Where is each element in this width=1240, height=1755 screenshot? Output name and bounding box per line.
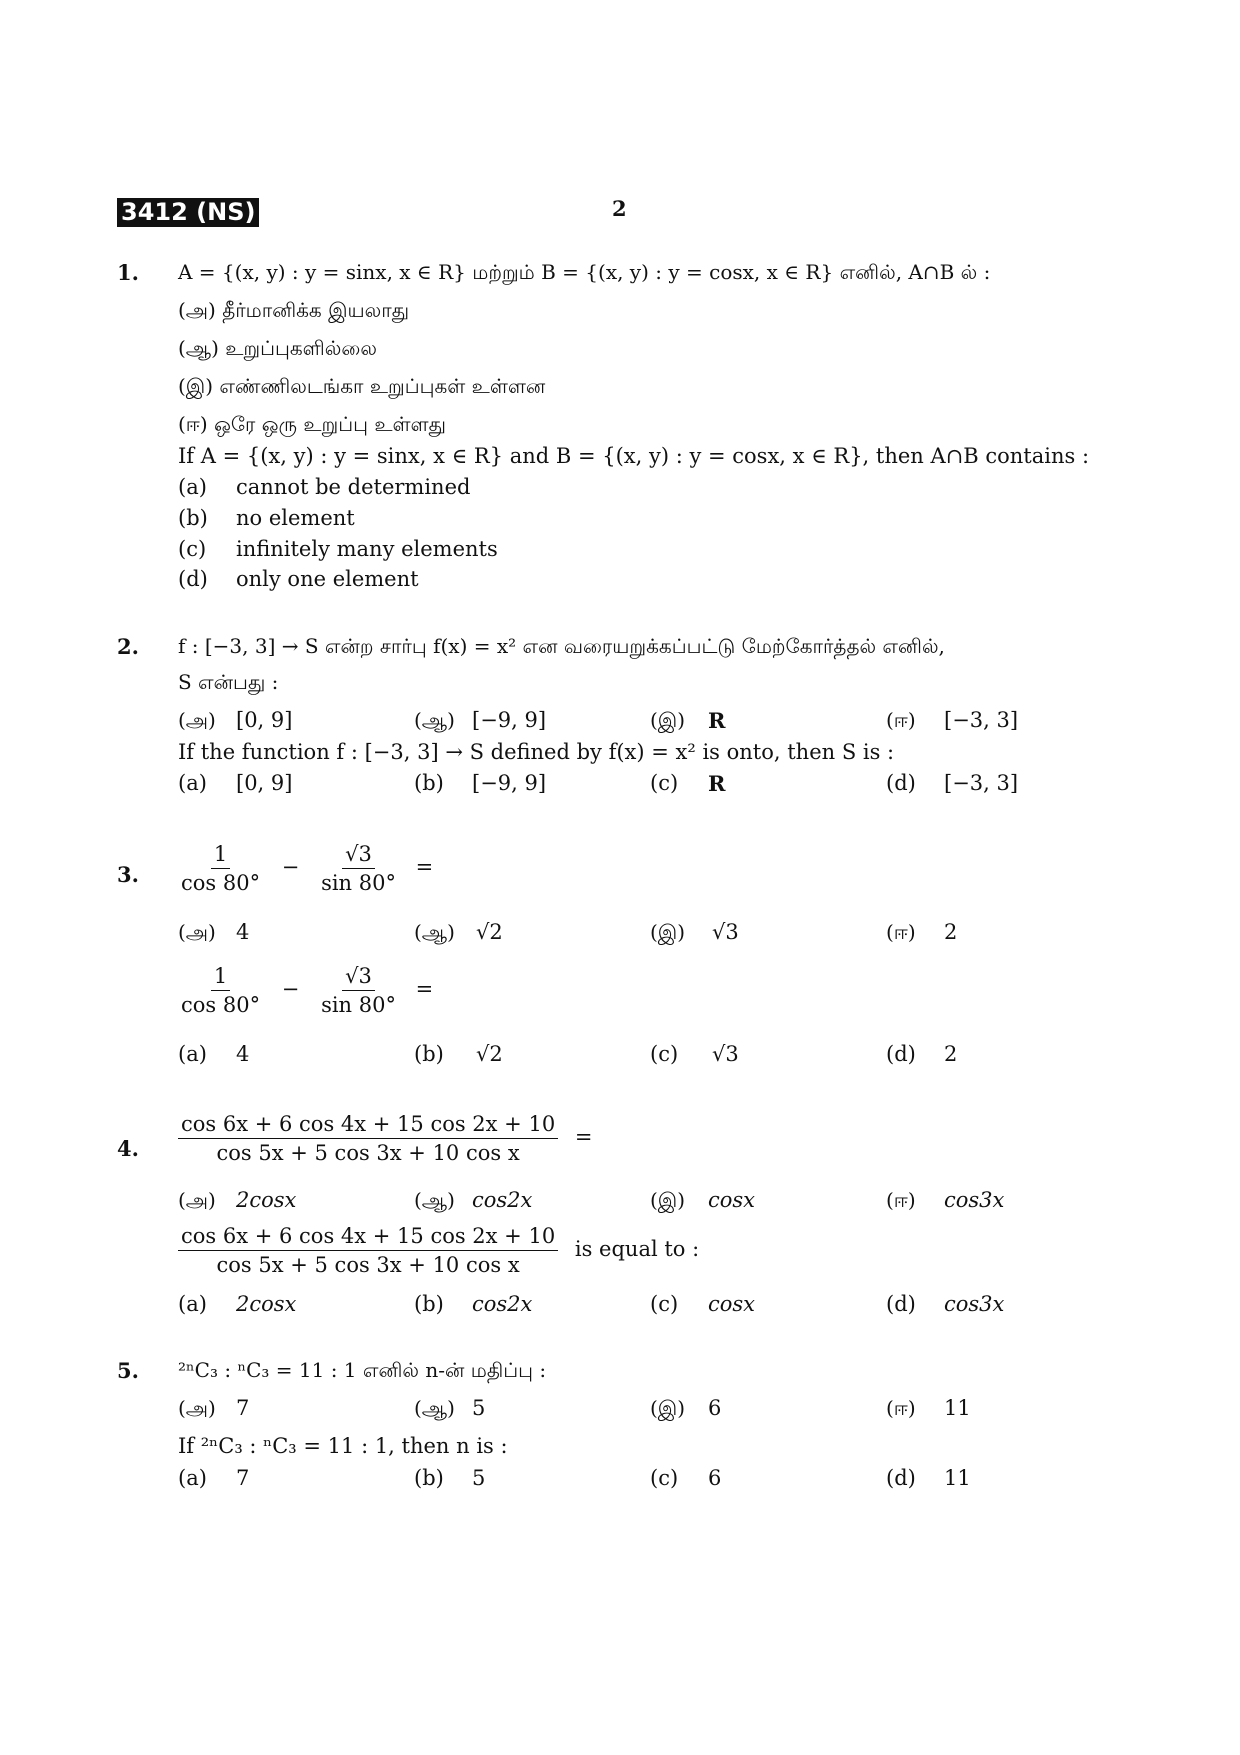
q3-tamil-option-b: √2 <box>476 920 503 944</box>
q1-tamil-option-d: (ஈ) ஒரே ஒரு உறுப்பு உள்ளது <box>178 412 446 436</box>
q5-tamil-option-a: 7 <box>236 1396 250 1420</box>
q4-label-a: (a) <box>178 1292 207 1316</box>
q4-equals: = <box>574 1125 593 1149</box>
q3-tamil-label-d: (ஈ) <box>886 920 916 944</box>
q3-option-a: 4 <box>236 1042 250 1066</box>
q4-label-d: (d) <box>886 1292 916 1316</box>
q1-option-d: only one element <box>236 567 419 591</box>
paper-code: 3412 (NS) <box>117 198 259 227</box>
q4-tamil-label-c: (இ) <box>650 1188 686 1212</box>
q3-minus: − <box>281 855 300 879</box>
q2-number: 2. <box>117 634 139 659</box>
q5-label-a: (a) <box>178 1466 207 1490</box>
q5-number: 5. <box>117 1358 139 1383</box>
q1-tamil-option-a: (அ) தீர்மானிக்க இயலாது <box>178 298 410 322</box>
q2-tamil-label-d: (ஈ) <box>886 708 916 732</box>
q3-label-d: (d) <box>886 1042 916 1066</box>
q2-tamil-option-a: [0, 9] <box>236 708 293 732</box>
q3-fraction-2 <box>318 842 399 895</box>
q2-tamil-label-b: (ஆ) <box>414 708 455 732</box>
q4-label-c: (c) <box>650 1292 679 1316</box>
q2-label-d: (d) <box>886 771 916 795</box>
q3-en-fraction-1 <box>178 964 263 1017</box>
q3-frac2-num: √3 <box>342 842 375 869</box>
q1-number: 1. <box>117 260 139 285</box>
q2-tamil-label-a: (அ) <box>178 708 216 732</box>
q4-en-numerator: cos 6x + 6 cos 4x + 15 cos 2x + 10 <box>178 1224 558 1251</box>
q3-tamil-label-b: (ஆ) <box>414 920 455 944</box>
q1-label-c: (c) <box>178 537 207 561</box>
q3-option-d: 2 <box>944 1042 958 1066</box>
q4-tamil-option-c: cosx <box>708 1188 756 1212</box>
q3-frac1-den: cos 80° <box>181 871 261 895</box>
q4-number: 4. <box>117 1136 139 1161</box>
q4-expression <box>178 1112 592 1165</box>
q2-option-a: [0, 9] <box>236 771 293 795</box>
q2-tamil-option-b: [−9, 9] <box>472 708 547 732</box>
q3-en-frac2-num: √3 <box>342 964 375 991</box>
q4-tamil-label-b: (ஆ) <box>414 1188 455 1212</box>
q4-tamil-option-a: 2cosx <box>236 1188 297 1212</box>
q5-tamil-label-d: (ஈ) <box>886 1396 916 1420</box>
q4-tamil-label-a: (அ) <box>178 1188 216 1212</box>
q5-option-b: 5 <box>472 1466 486 1490</box>
q1-tamil-option-b: (ஆ) உறுப்புகளில்லை <box>178 336 377 360</box>
q4-tamil-option-b: cos2x <box>472 1188 533 1212</box>
q4-fraction <box>178 1112 558 1165</box>
q4-is-equal-to: is equal to : <box>574 1237 700 1261</box>
q4-expression-english <box>178 1224 699 1277</box>
q3-expression <box>178 842 433 895</box>
q4-numerator: cos 6x + 6 cos 4x + 15 cos 2x + 10 <box>178 1112 558 1139</box>
q4-option-c: cosx <box>708 1292 756 1316</box>
q2-tamil-option-d: [−3, 3] <box>944 708 1019 732</box>
q1-option-b: no element <box>236 506 355 530</box>
q3-en-fraction-2 <box>318 964 399 1017</box>
q5-label-c: (c) <box>650 1466 679 1490</box>
q3-number: 3. <box>117 862 139 887</box>
q3-tamil-label-a: (அ) <box>178 920 216 944</box>
q4-en-fraction <box>178 1224 558 1277</box>
q1-label-b: (b) <box>178 506 208 530</box>
q2-label-c: (c) <box>650 771 679 795</box>
q1-option-a: cannot be determined <box>236 475 471 499</box>
q5-option-a: 7 <box>236 1466 250 1490</box>
q3-en-frac1-den: cos 80° <box>181 993 261 1017</box>
q2-label-b: (b) <box>414 771 444 795</box>
q3-en-equals: = <box>415 977 434 1001</box>
q4-tamil-label-d: (ஈ) <box>886 1188 916 1212</box>
q3-en-frac2-den: sin 80° <box>321 993 396 1017</box>
q5-tamil-option-d: 11 <box>944 1396 971 1420</box>
q3-en-frac1-num: 1 <box>211 964 230 991</box>
q3-option-b: √2 <box>476 1042 503 1066</box>
q1-english-stem: If A = {(x, y) : y = sinx, x ∈ R} and B = {(x, y) : y = cosx, x ∈ R}, then A∩B contains : <box>178 444 1090 468</box>
q1-label-d: (d) <box>178 567 208 591</box>
page-number: 2 <box>612 196 627 221</box>
q1-tamil-option-c: (இ) எண்ணிலடங்கா உறுப்புகள் உள்ளன <box>178 374 546 398</box>
q4-tamil-option-d: cos3x <box>944 1188 1005 1212</box>
q5-tamil-option-b: 5 <box>472 1396 486 1420</box>
q5-tamil-option-c: 6 <box>708 1396 722 1420</box>
q3-tamil-option-c: √3 <box>712 920 739 944</box>
q4-option-a: 2cosx <box>236 1292 297 1316</box>
q1-tamil-stem: A = {(x, y) : y = sinx, x ∈ R} மற்றும் B = {(x, y) : y = cosx, x ∈ R} எனில், A∩B ல் : <box>178 260 991 284</box>
q2-tamil-stem-line1: f : [−3, 3] → S என்ற சார்பு f(x) = x² என வரையறுக்கப்பட்டு மேற்கோர்த்தல் எனில், <box>178 634 945 658</box>
q5-label-b: (b) <box>414 1466 444 1490</box>
q3-label-b: (b) <box>414 1042 444 1066</box>
q4-option-d: cos3x <box>944 1292 1005 1316</box>
q3-frac1-num: 1 <box>211 842 230 869</box>
q4-en-denominator: cos 5x + 5 cos 3x + 10 cos x <box>216 1253 520 1277</box>
q2-tamil-option-c: R <box>708 708 726 733</box>
q4-denominator: cos 5x + 5 cos 3x + 10 cos x <box>216 1141 520 1165</box>
q2-tamil-label-c: (இ) <box>650 708 686 732</box>
q2-tamil-stem-line2: S என்பது : <box>178 670 279 694</box>
q3-equals: = <box>415 855 434 879</box>
q2-english-stem: If the function f : [−3, 3] → S defined by f(x) = x² is onto, then S is : <box>178 740 895 764</box>
q2-label-a: (a) <box>178 771 207 795</box>
q5-label-d: (d) <box>886 1466 916 1490</box>
q3-label-c: (c) <box>650 1042 679 1066</box>
q3-label-a: (a) <box>178 1042 207 1066</box>
q5-tamil-label-a: (அ) <box>178 1396 216 1420</box>
q5-option-c: 6 <box>708 1466 722 1490</box>
q1-label-a: (a) <box>178 475 207 499</box>
q3-tamil-option-d: 2 <box>944 920 958 944</box>
q3-en-minus: − <box>281 977 300 1001</box>
q3-tamil-option-a: 4 <box>236 920 250 944</box>
q2-option-d: [−3, 3] <box>944 771 1019 795</box>
q3-tamil-label-c: (இ) <box>650 920 686 944</box>
q5-tamil-label-b: (ஆ) <box>414 1396 455 1420</box>
q4-option-b: cos2x <box>472 1292 533 1316</box>
q3-frac2-den: sin 80° <box>321 871 396 895</box>
q5-tamil-label-c: (இ) <box>650 1396 686 1420</box>
q2-option-c: R <box>708 771 726 796</box>
q3-fraction-1 <box>178 842 263 895</box>
q4-label-b: (b) <box>414 1292 444 1316</box>
q3-option-c: √3 <box>712 1042 739 1066</box>
q5-tamil-stem: ²ⁿC₃ : ⁿC₃ = 11 : 1 எனில் n-ன் மதிப்பு : <box>178 1358 547 1382</box>
q5-option-d: 11 <box>944 1466 971 1490</box>
q2-option-b: [−9, 9] <box>472 771 547 795</box>
q5-english-stem: If ²ⁿC₃ : ⁿC₃ = 11 : 1, then n is : <box>178 1434 508 1458</box>
q3-expression-english <box>178 964 433 1017</box>
q1-option-c: infinitely many elements <box>236 537 498 561</box>
